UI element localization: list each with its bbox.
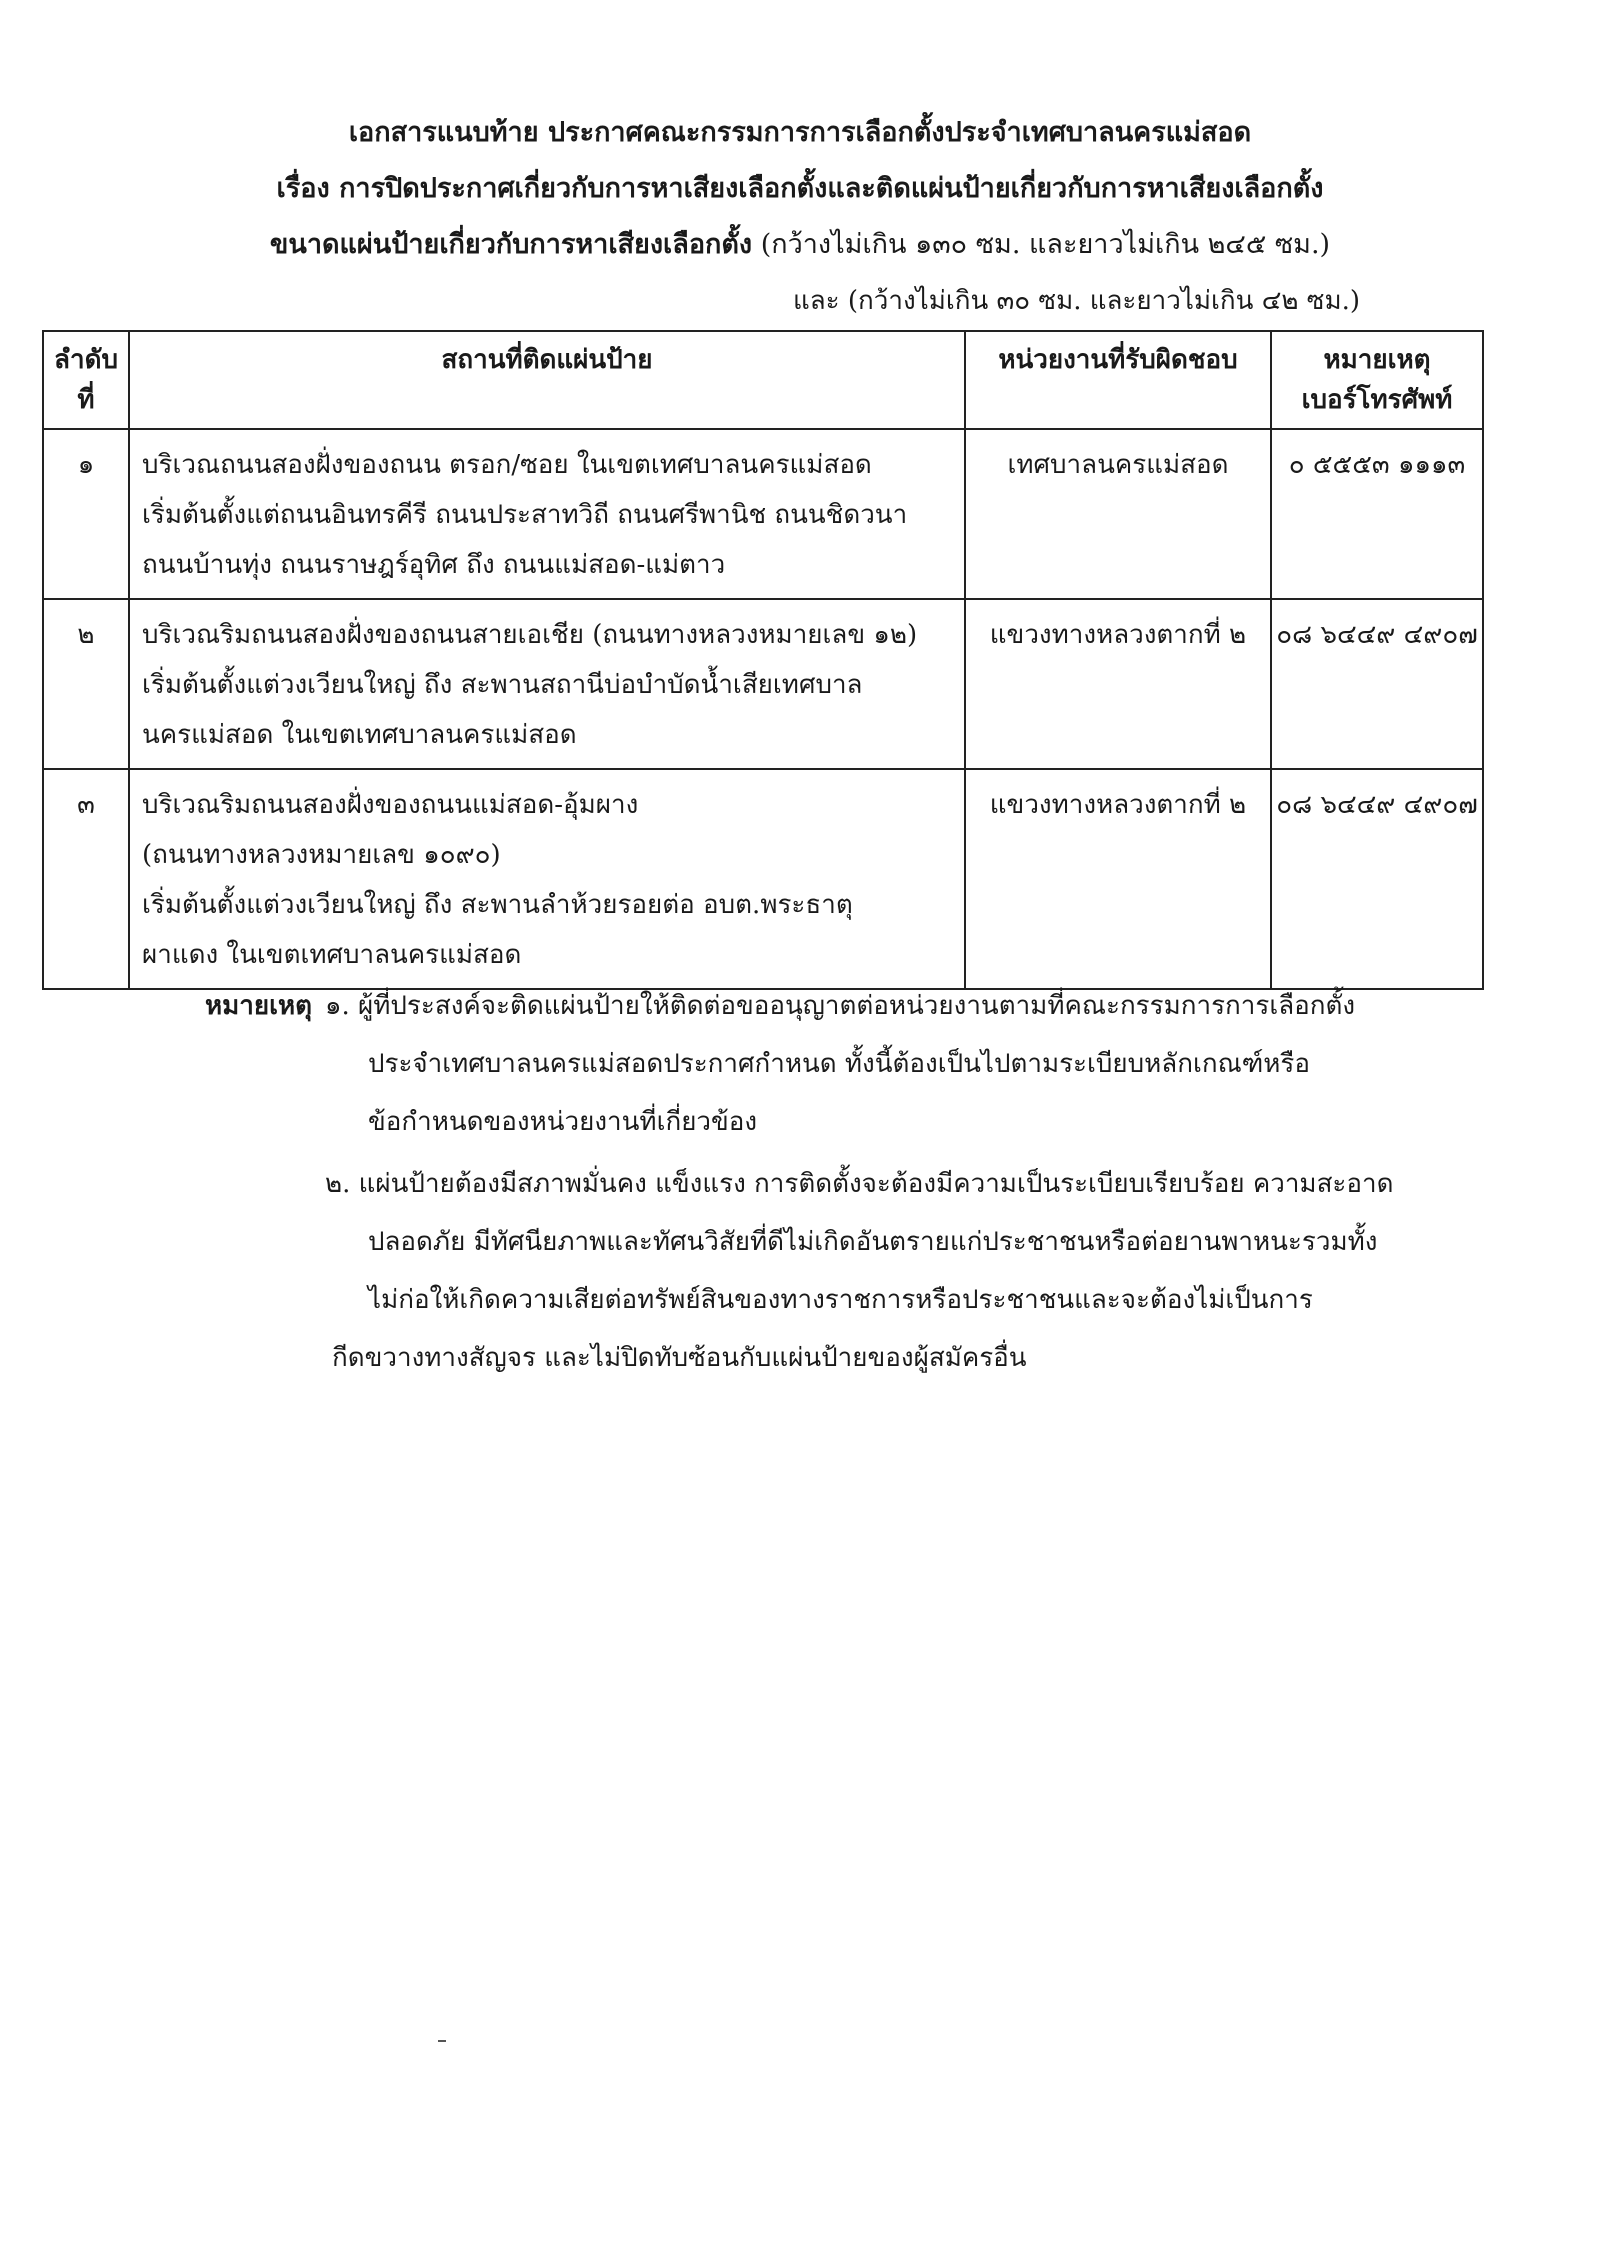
header-location-text: สถานที่ติดแผ่นป้าย [441, 345, 653, 375]
row-number-text: ๒ [77, 620, 95, 650]
location-line: บริเวณริมถนนสองฝั่งของถนนแม่สอด-อุ้มผาง [142, 790, 639, 820]
agency-text: แขวงทางหลวงตากที่ ๒ [989, 620, 1247, 650]
remark-item-2-line: กีดขวางทางสัญจร และไม่ปิดทับซ้อนกับแผ่นป้ายของผู้สมัครอื่น [332, 1343, 1027, 1373]
location-line: บริเวณถนนสองฝั่งของถนน ตรอก/ซอย ในเขตเทศบาลนครแม่สอด [142, 450, 872, 480]
document-subject: เรื่อง การปิดประกาศเกี่ยวกับการหาเสียงเลือกตั้งและติดแผ่นป้ายเกี่ยวกับการหาเสียงเลือกตั้ง [276, 173, 1324, 204]
agency-text: แขวงทางหลวงตากที่ ๒ [989, 790, 1247, 820]
sign-size-large: (กว้างไม่เกิน ๑๓๐ ซม. และยาวไม่เกิน ๒๔๕ ซม.) [752, 229, 1331, 260]
row-agency [965, 599, 1271, 769]
header-agency-text: หน่วยงานที่รับผิดชอบ [998, 345, 1238, 375]
header-order-line2: ที่ [77, 385, 95, 415]
table-row [43, 599, 1483, 769]
row-number [43, 769, 129, 989]
table-row [43, 769, 1483, 989]
row-number [43, 429, 129, 599]
agency-text: เทศบาลนครแม่สอด [1007, 450, 1229, 480]
row-location [129, 599, 965, 769]
header-remark-line2: เบอร์โทรศัพท์ [1301, 385, 1453, 415]
row-location [129, 769, 965, 989]
row-agency [965, 769, 1271, 989]
phone-text: ๐ ๕๕๕๓ ๑๑๑๓ [1288, 450, 1466, 480]
remark-item-1-line: ๑. ผู้ที่ประสงค์จะติดแผ่นป้ายให้ติดต่อขออนุญาตต่อหน่วยงานตามที่คณะกรรมการการเลือกตั้ง [325, 991, 1356, 1021]
table-row [43, 429, 1483, 599]
row-number [43, 599, 129, 769]
sign-size-label: ขนาดแผ่นป้ายเกี่ยวกับการหาเสียงเลือกตั้ง [269, 229, 753, 260]
header-location [129, 331, 965, 429]
remark-item-1-line: ข้อกำหนดของหน่วยงานที่เกี่ยวข้อง [368, 1107, 758, 1137]
location-line: นครแม่สอด ในเขตเทศบาลนครแม่สอด [142, 720, 577, 750]
header-agency [965, 331, 1271, 429]
row-agency [965, 429, 1271, 599]
row-number-text: ๑ [77, 450, 95, 480]
location-line: เริ่มต้นตั้งแต่วงเวียนใหญ่ ถึง สะพานลำห้วยรอยต่อ อบต.พระธาตุ [142, 890, 853, 920]
location-line: ผาแดง ในเขตเทศบาลนครแม่สอด [142, 940, 522, 970]
location-line: (ถนนทางหลวงหมายเลข ๑๐๙๐) [142, 840, 501, 870]
location-line: บริเวณริมถนนสองฝั่งของถนนสายเอเชีย (ถนนทางหลวงหมายเลข ๑๒) [142, 620, 918, 650]
remarks-label: หมายเหตุ [205, 991, 313, 1021]
row-phone [1271, 429, 1483, 599]
row-number-text: ๓ [77, 790, 95, 820]
document-title: เอกสารแนบท้าย ประกาศคณะกรรมการการเลือกตั้งประจำเทศบาลนครแม่สอด [348, 117, 1252, 148]
header-order [43, 331, 129, 429]
location-line: เริ่มต้นตั้งแต่ถนนอินทรคีรี ถนนประสาทวิถี ถนนศรีพานิช ถนนชิดวนา [142, 500, 908, 530]
row-phone [1271, 599, 1483, 769]
header-remark-line1: หมายเหตุ [1323, 345, 1431, 375]
sign-size-line [0, 222, 1600, 265]
remark-item-2-line: ปลอดภัย มีทัศนียภาพและทัศนวิสัยที่ดีไม่เกิดอันตรายแก่ประชาชนหรือต่อยานพาหนะรวมทั้ง [368, 1227, 1378, 1257]
remark-item-2-line: ๒. แผ่นป้ายต้องมีสภาพมั่นคง แข็งแรง การติดตั้งจะต้องมีความเป็นระเบียบเรียบร้อย ความสะอาด [325, 1169, 1394, 1199]
phone-text: ๐๘ ๖๔๔๙ ๔๙๐๗ [1276, 620, 1478, 650]
location-line: เริ่มต้นตั้งแต่วงเวียนใหญ่ ถึง สะพานสถานีบ่อบำบัดน้ำเสียเทศบาล [142, 670, 863, 700]
sign-size-small: และ (กว้างไม่เกิน ๓๐ ซม. และยาวไม่เกิน ๔๒ ซม.) [792, 286, 1360, 316]
remark-item-2-line: ไม่ก่อให้เกิดความเสียต่อทรัพย์สินของทางราชการหรือประชาชนและจะต้องไม่เป็นการ [368, 1285, 1313, 1315]
table-header-row [43, 331, 1483, 429]
location-line: ถนนบ้านทุ่ง ถนนราษฎร์อุทิศ ถึง ถนนแม่สอด-แม่ตาว [142, 550, 726, 580]
row-phone [1271, 769, 1483, 989]
sign-locations-table [42, 330, 1484, 990]
remark-item-1-line: ประจำเทศบาลนครแม่สอดประกาศกำหนด ทั้งนี้ต้องเป็นไปตามระเบียบหลักเกณฑ์หรือ [368, 1049, 1311, 1079]
header-order-line1: ลำดับ [54, 345, 118, 375]
row-location [129, 429, 965, 599]
header-remark [1271, 331, 1483, 429]
scan-mark [438, 2040, 446, 2042]
phone-text: ๐๘ ๖๔๔๙ ๔๙๐๗ [1276, 790, 1478, 820]
